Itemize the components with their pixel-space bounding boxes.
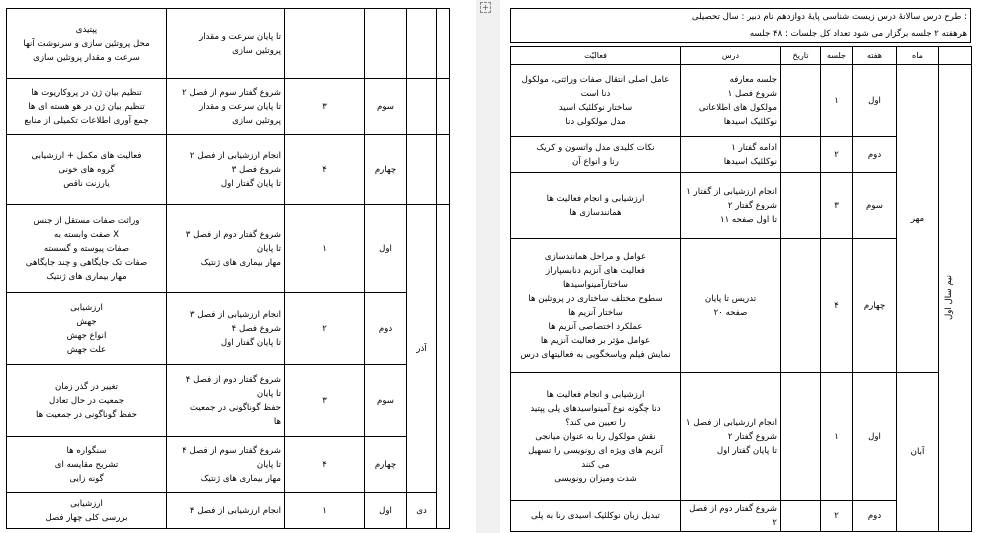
- activity-cell: تغییر در گذر زمان جمعیت در حال تعادل حفظ گوناگونی در جمعیت ها: [7, 365, 167, 437]
- date-cell: [781, 65, 821, 137]
- lesson-cell: انجام ارزشیابی از فصل ۱ شروع گفتار ۲ تا پایان گفتار اول: [681, 373, 781, 501]
- week-cell: سوم: [365, 79, 407, 135]
- session-cell: ۱: [821, 65, 853, 137]
- activity-cell: عامل اصلی انتقال صفات وراثتی، مولکول دنا است ساختار نوکلئیک اسید مدل مولکولی دنا: [511, 65, 681, 137]
- table-row: [7, 365, 450, 437]
- lesson-cell: شروع گفتار دوم از فصل ۳ تا پایان مهار بیماری های ژنتیک: [167, 205, 285, 293]
- week-cell: سوم: [853, 173, 897, 239]
- lesson-cell: تدریس تا پایان صفحه ۲۰: [681, 239, 781, 373]
- table-row: [7, 493, 450, 529]
- activity-cell: ارزشیابی بررسی کلی چهار فصل: [7, 493, 167, 529]
- month-cell: آبان: [897, 373, 939, 532]
- column-header-lesson: درس: [681, 47, 781, 65]
- week-cell: چهارم: [365, 437, 407, 493]
- week-cell: اول: [365, 493, 407, 529]
- activity-cell: عوامل و مراحل همانندسازی فعالیت های آنزیم دنابسپاراز ساختارآمینواسیدها سطوح مختلف ساختاری در پروتئین ها ساختار آنزیم ها عملکرد اختصاصی آنزیم ها عوامل مؤثر بر فعالیت آنزیم ها نمایش فیلم ویاسخگویی به فعالیتهای درس: [511, 239, 681, 373]
- week-cell: دوم: [365, 293, 407, 365]
- week-cell: اول: [853, 65, 897, 137]
- column-header-session: جلسه: [821, 47, 853, 65]
- lesson-cell: انجام ارزشیابی از فصل ۲ شروع فصل ۳ تا پایان گفتار اول: [167, 135, 285, 205]
- table-header: [511, 47, 972, 65]
- week-cell: چهارم: [853, 239, 897, 373]
- date-cell: [781, 239, 821, 373]
- week-cell: اول: [853, 373, 897, 501]
- activity-cell: ارزشیابی و انجام فعالیت ها همانندسازی ها: [511, 173, 681, 239]
- session-cell: ۲: [821, 501, 853, 532]
- date-cell: [781, 173, 821, 239]
- session-cell: ۱: [285, 205, 365, 293]
- table-row: [7, 437, 450, 493]
- half-cell: [437, 135, 450, 205]
- column-header-date: تاریخ: [781, 47, 821, 65]
- column-header-month: ماه: [897, 47, 939, 65]
- week-cell: اول: [365, 205, 407, 293]
- column-header-week: هفته: [853, 47, 897, 65]
- lesson-cell: انجام ارزشیابی از فصل ۳ شروع فصل ۴ تا پایان گفتار اول: [167, 293, 285, 365]
- lesson-cell: شروع گفتار دوم از فصل ۲: [681, 501, 781, 532]
- week-cell: دوم: [853, 501, 897, 532]
- half-year-label: نیم سال اول: [944, 275, 954, 321]
- session-cell: ۴: [285, 135, 365, 205]
- activity-cell: سنگواره ها تشریح مقایسه ای گونه زایی: [7, 437, 167, 493]
- table-row: [7, 293, 450, 365]
- lesson-cell: شروع گفتار دوم از فصل ۴ تا پایان حفظ گوناگونی در جمعیت ها: [167, 365, 285, 437]
- month-cell: دی: [407, 493, 437, 529]
- activity-cell: تنظیم بیان ژن در پروکاریوت ها تنظیم بیان ژن در هو هسته ای ها جمع آوری اطلاعات تکمیلی از منابع: [7, 79, 167, 135]
- column-header-half: [939, 47, 972, 65]
- date-cell: [781, 373, 821, 501]
- lesson-cell: جلسه معارفه شروع فصل ۱ مولکول های اطلاعاتی نوکلئیک اسیدها: [681, 65, 781, 137]
- session-cell: ۲: [285, 293, 365, 365]
- header-box: [510, 8, 971, 43]
- activity-cell: پپتیدی محل پروتئین سازی و سرنوشت آنها سرعت و مقدار پروتئین سازی: [7, 9, 167, 79]
- lesson-cell: انجام ارزشیابی از گفتار ۱ شروع گفتار ۲ تا اول صفحه ۱۱: [681, 173, 781, 239]
- date-cell: [781, 501, 821, 532]
- table-row: [7, 9, 450, 79]
- left-page: [0, 0, 477, 533]
- activity-cell: وراثت صفات مستقل از جنس صفت وابسته به X صفات پیوسته و گسسته صفات تک جایگاهی و چند جایگاهی مهار بیماری های ژنتیک: [7, 205, 167, 293]
- half-cell: [437, 9, 450, 79]
- month-cell: [407, 9, 437, 79]
- month-cell: [407, 79, 437, 135]
- week-cell: [365, 9, 407, 79]
- week-cell: چهارم: [365, 135, 407, 205]
- table-row: [511, 373, 972, 501]
- session-cell: ۴: [821, 239, 853, 373]
- date-cell: [781, 137, 821, 173]
- half-cell: [939, 65, 972, 532]
- activity-cell: نکات کلیدی مدل واتسون و کریک رنا و انواع آن: [511, 137, 681, 173]
- half-cell: [437, 79, 450, 135]
- lesson-cell: ادامه گفتار ۱ نوکلئیک اسیدها: [681, 137, 781, 173]
- session-cell: ۴: [285, 437, 365, 493]
- month-cell: [407, 135, 437, 205]
- table-row: [7, 79, 450, 135]
- plan-title: طرح درس سالانهٔ درس زیست شناسی پایهٔ دوازدهم نام دبیر : سال تحصیلی :: [511, 9, 971, 26]
- activity-cell: تبدیل زبان نوکلئیک اسیدی رنا به پلی: [511, 501, 681, 532]
- move-handle-icon[interactable]: +: [480, 2, 491, 13]
- right-plan-table: [510, 46, 972, 532]
- right-page: [500, 0, 983, 533]
- table-row: [511, 65, 972, 137]
- session-cell: ۲: [821, 137, 853, 173]
- session-cell: ۳: [285, 365, 365, 437]
- table-row: [7, 135, 450, 205]
- session-cell: ۳: [285, 79, 365, 135]
- session-cell: ۱: [821, 373, 853, 501]
- month-cell: آذر: [407, 205, 437, 493]
- month-cell: مهر: [897, 65, 939, 373]
- lesson-cell: تا پایان سرعت و مقدار پروتئین سازی: [167, 9, 285, 79]
- lesson-cell: شروع گفتار سوم از فصل ۴ تا پایان مهار بیماری های ژنتیک: [167, 437, 285, 493]
- lesson-cell: انجام ارزشیابی از فصل ۴: [167, 493, 285, 529]
- column-header-activity: فعالیّت: [511, 47, 681, 65]
- week-cell: دوم: [853, 137, 897, 173]
- activity-cell: فعالیت های مکمل + ارزشیابی گروه های خونی یارزنت ناقص: [7, 135, 167, 205]
- session-cell: ۳: [821, 173, 853, 239]
- left-plan-table: [6, 8, 450, 529]
- lesson-cell: شروع گفتار سوم از فصل ۲ تا پایان سرعت و مقدار پروتئین سازی: [167, 79, 285, 135]
- activity-cell: ارزشیابی جهش انواع جهش علت جهش: [7, 293, 167, 365]
- page-gutter: [476, 0, 500, 533]
- activity-cell: ارزشیابی و انجام فعالیت ها دنا چگونه نوع آمینواسیدهای پلی پپتید را تعیین می کند؟ نقش مولکول رنا به عنوان میانجی آنزیم های ویژه ای رونویسی را تسهیل می کنند شدت ومیزان رونویسی: [511, 373, 681, 501]
- week-cell: سوم: [365, 365, 407, 437]
- session-cell: [285, 9, 365, 79]
- plan-subtitle: هرهفته ۲ جلسه برگزار می شود تعداد کل جلسات : ۴۸ جلسه: [511, 26, 971, 43]
- half-cell: [437, 205, 450, 529]
- table-row: [7, 205, 450, 293]
- session-cell: ۱: [285, 493, 365, 529]
